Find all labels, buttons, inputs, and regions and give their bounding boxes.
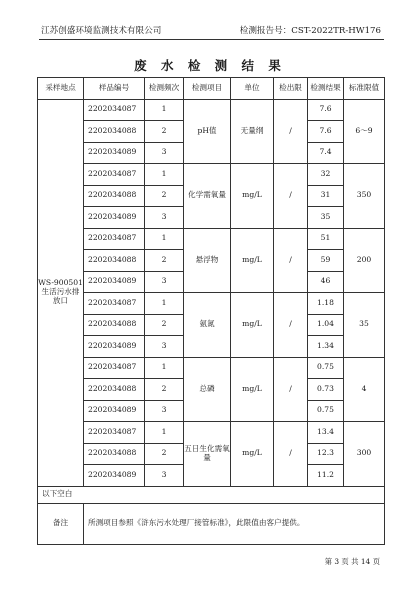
frequency: 1 xyxy=(145,293,184,315)
test-item: pH值 xyxy=(184,99,231,164)
table-row xyxy=(38,228,385,250)
frequency: 3 xyxy=(145,400,184,422)
standard-limit: 35 xyxy=(344,293,385,358)
result: 7.6 xyxy=(308,121,344,143)
col-header-unit: 单位 xyxy=(231,78,274,100)
standard-limit: 300 xyxy=(344,422,385,487)
table-header-row xyxy=(38,78,385,100)
frequency: 3 xyxy=(145,207,184,229)
detection-limit: / xyxy=(274,357,308,422)
standard-limit: 350 xyxy=(344,164,385,229)
unit: mg/L xyxy=(231,164,274,229)
sample-no: 2202034089 xyxy=(84,142,145,164)
remarks-text: 所测项目参照《浒东污水处理厂接管标准》，此限值由客户提供。 xyxy=(84,503,385,544)
test-item: 化学需氧量 xyxy=(184,164,231,229)
table-row xyxy=(38,99,385,121)
table-row xyxy=(38,164,385,186)
unit: mg/L xyxy=(231,357,274,422)
unit: 无量纲 xyxy=(231,99,274,164)
detection-limit: / xyxy=(274,293,308,358)
sample-no: 2202034088 xyxy=(84,443,145,465)
result: 35 xyxy=(308,207,344,229)
sample-no: 2202034089 xyxy=(84,400,145,422)
standard-limit: 6～9 xyxy=(344,99,385,164)
frequency: 2 xyxy=(145,185,184,207)
sample-no: 2202034087 xyxy=(84,357,145,379)
unit: mg/L xyxy=(231,422,274,487)
standard-limit: 4 xyxy=(344,357,385,422)
col-header-sample-no: 样品编号 xyxy=(84,78,145,100)
sample-no: 2202034089 xyxy=(84,465,145,487)
frequency: 1 xyxy=(145,164,184,186)
result: 7.6 xyxy=(308,99,344,121)
result: 1.34 xyxy=(308,336,344,358)
unit: mg/L xyxy=(231,228,274,293)
result: 46 xyxy=(308,271,344,293)
sample-no: 2202034087 xyxy=(84,228,145,250)
table-row xyxy=(38,422,385,444)
frequency: 2 xyxy=(145,314,184,336)
table-row xyxy=(38,357,385,379)
test-item: 氨氮 xyxy=(184,293,231,358)
company-name: 江苏创盛环境监测技术有限公司 xyxy=(41,26,162,36)
frequency: 3 xyxy=(145,271,184,293)
remarks-label: 备注 xyxy=(38,503,84,544)
detection-limit: / xyxy=(274,99,308,164)
result: 59 xyxy=(308,250,344,272)
table-row xyxy=(38,293,385,315)
results-table xyxy=(37,77,385,545)
test-item: 总磷 xyxy=(184,357,231,422)
sample-no: 2202034089 xyxy=(84,207,145,229)
result: 51 xyxy=(308,228,344,250)
report-number: 检测报告号：CST-2022TR-HW176 xyxy=(239,26,381,36)
result: 0.75 xyxy=(308,400,344,422)
page-number: 第 3 页 共 14 页 xyxy=(324,557,380,566)
frequency: 2 xyxy=(145,250,184,272)
sample-no: 2202034087 xyxy=(84,99,145,121)
result: 1.04 xyxy=(308,314,344,336)
result: 12.3 xyxy=(308,443,344,465)
col-header-item: 检测项目 xyxy=(184,78,231,100)
sample-no: 2202034088 xyxy=(84,314,145,336)
blank-note: 以下空白 xyxy=(38,486,385,503)
result: 31 xyxy=(308,185,344,207)
result: 32 xyxy=(308,164,344,186)
result: 0.75 xyxy=(308,357,344,379)
sample-no: 2202034087 xyxy=(84,422,145,444)
frequency: 3 xyxy=(145,142,184,164)
sample-no: 2202034089 xyxy=(84,271,145,293)
result: 11.2 xyxy=(308,465,344,487)
col-header-frequency: 检测频次 xyxy=(145,78,184,100)
sample-no: 2202034089 xyxy=(84,336,145,358)
unit: mg/L xyxy=(231,293,274,358)
frequency: 1 xyxy=(145,357,184,379)
detection-limit: / xyxy=(274,164,308,229)
page-title: 废 水 检 测 结 果 xyxy=(134,58,286,73)
sample-no: 2202034087 xyxy=(84,293,145,315)
result: 13.4 xyxy=(308,422,344,444)
frequency: 2 xyxy=(145,379,184,401)
frequency: 3 xyxy=(145,465,184,487)
frequency: 2 xyxy=(145,443,184,465)
col-header-result: 检测结果 xyxy=(308,78,344,100)
col-header-detection-limit: 检出限 xyxy=(274,78,308,100)
standard-limit: 200 xyxy=(344,228,385,293)
result: 0.73 xyxy=(308,379,344,401)
col-header-standard: 标准限值 xyxy=(344,78,385,100)
frequency: 2 xyxy=(145,121,184,143)
frequency: 3 xyxy=(145,336,184,358)
frequency: 1 xyxy=(145,228,184,250)
sample-no: 2202034088 xyxy=(84,379,145,401)
frequency: 1 xyxy=(145,422,184,444)
frequency: 1 xyxy=(145,99,184,121)
sample-no: 2202034088 xyxy=(84,185,145,207)
sample-no: 2202034087 xyxy=(84,164,145,186)
col-header-site: 采样地点 xyxy=(38,78,84,100)
test-item: 五日生化需氧量 xyxy=(184,422,231,487)
sample-no: 2202034088 xyxy=(84,250,145,272)
sample-no: 2202034088 xyxy=(84,121,145,143)
result: 7.4 xyxy=(308,142,344,164)
detection-limit: / xyxy=(274,228,308,293)
remarks-row xyxy=(38,503,385,544)
detection-limit: / xyxy=(274,422,308,487)
header-divider xyxy=(39,39,384,40)
result: 1.18 xyxy=(308,293,344,315)
sampling-site: WS-900501生活污水排放口 xyxy=(38,99,84,486)
blank-row xyxy=(38,486,385,503)
test-item: 悬浮物 xyxy=(184,228,231,293)
